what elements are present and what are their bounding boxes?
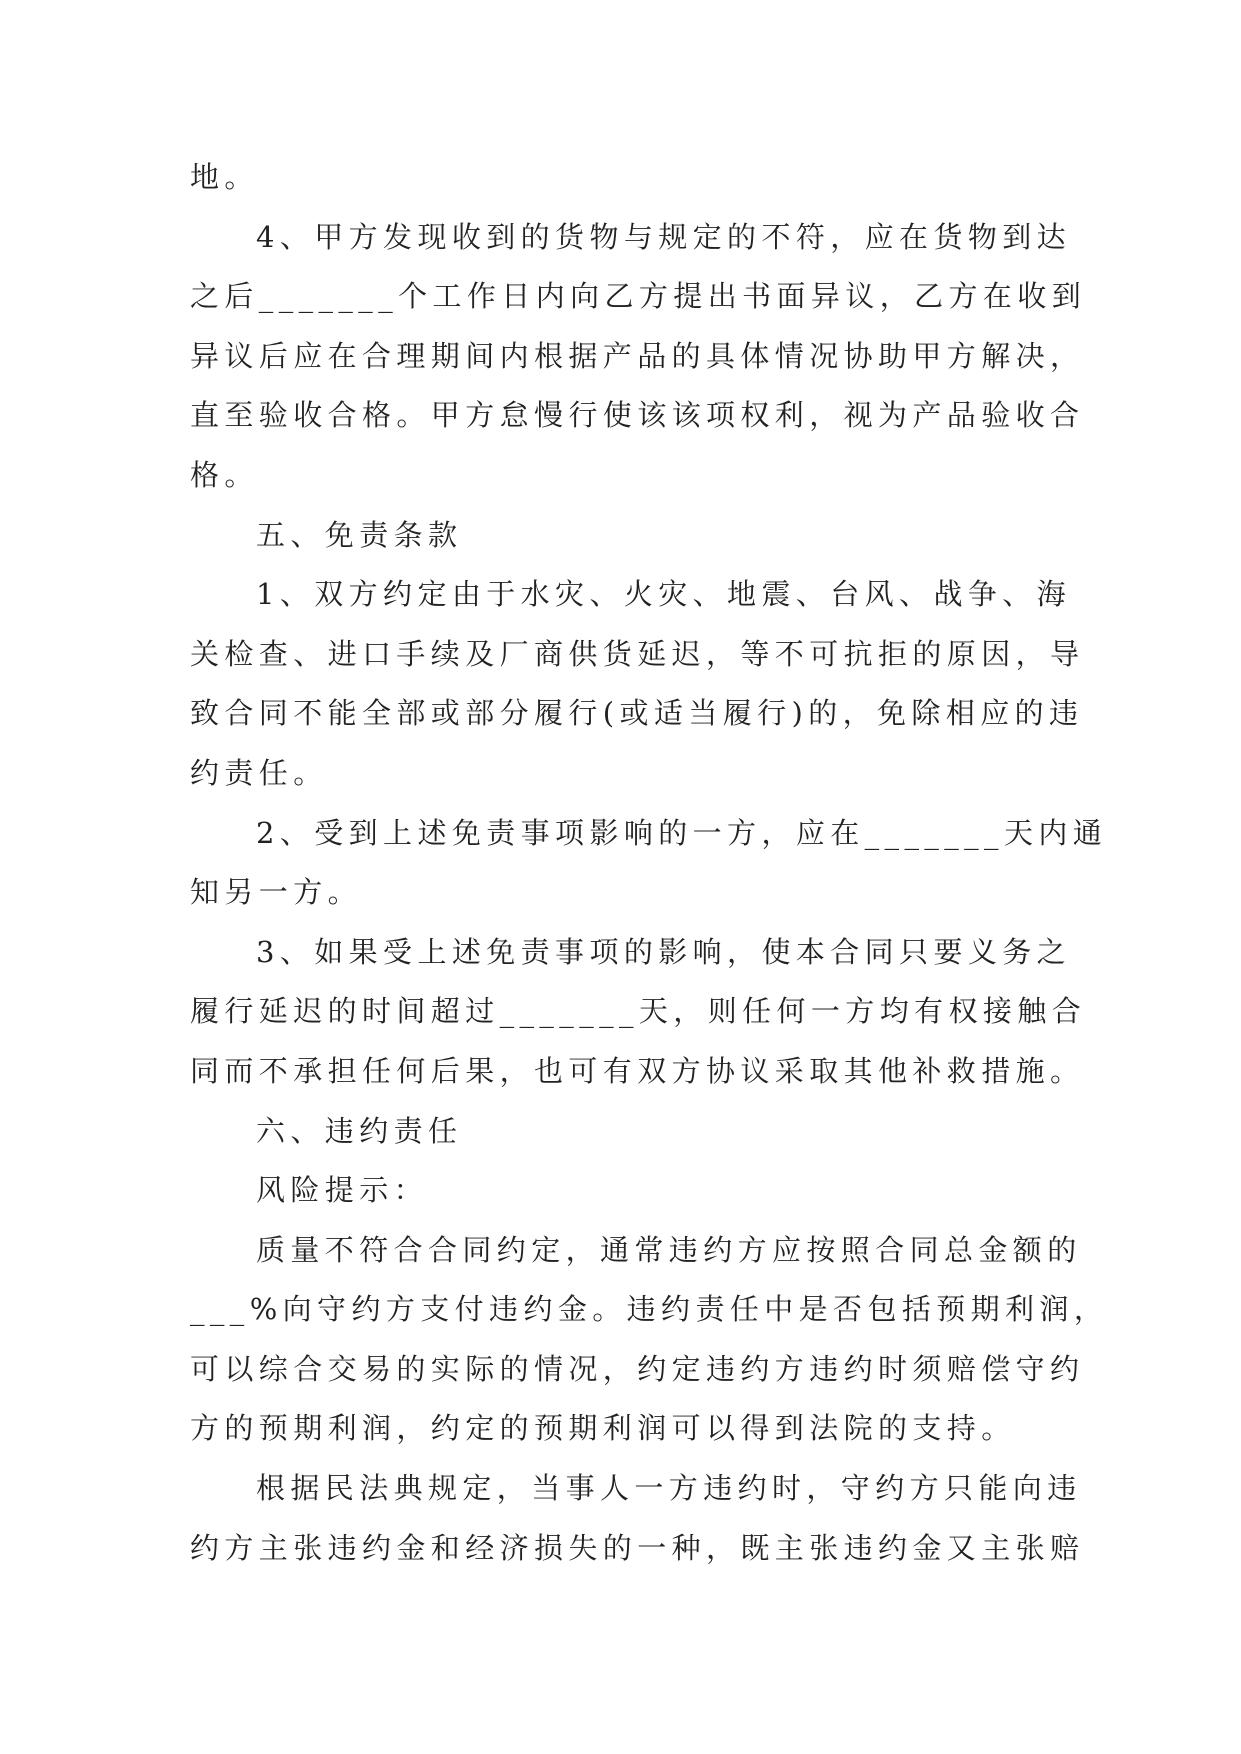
- risk-tip-label: 风险提示：: [256, 1173, 429, 1208]
- text-line: 关检查、进口手续及厂商供货延迟，等不可抗拒的原因，导: [190, 636, 1085, 671]
- text-line: 同而不承担任何后果，也可有双方协议采取其他补救措施。: [190, 1053, 1085, 1088]
- text-line: 履行延迟的时间超过_______天，则任何一方均有权接触合: [190, 994, 1087, 1029]
- text-line: 方的预期利润，约定的预期利润可以得到法院的支持。: [190, 1411, 1016, 1446]
- text-line: 约责任。: [190, 755, 328, 790]
- text-line: 可以综合交易的实际的情况，约定违约方违约时须赔偿守约: [190, 1351, 1085, 1386]
- text-line: 1、双方约定由于水灾、火灾、地震、台风、战争、海: [256, 577, 1072, 612]
- text-line: 根据民法典规定，当事人一方违约时，守约方只能向违: [256, 1471, 1082, 1506]
- text-line: 直至验收合格。甲方怠慢行使该该项权利，视为产品验收合: [190, 398, 1085, 433]
- text-line: 质量不符合合同约定，通常违约方应按照合同总金额的: [256, 1232, 1082, 1267]
- text-line: 致合同不能全部或部分履行(或适当履行)的，免除相应的违: [190, 696, 1084, 731]
- text-line: 格。: [190, 457, 259, 492]
- text-line: 异议后应在合理期间内根据产品的具体情况协助甲方解决，: [190, 338, 1085, 373]
- text-line: 之后_______个工作日内向乙方提出书面异议，乙方在收到: [190, 279, 1087, 314]
- text-line: 地。: [190, 160, 259, 194]
- text-line: 约方主张违约金和经济损失的一种，既主张违约金又主张赔: [190, 1530, 1085, 1565]
- text-line: 2、受到上述免责事项影响的一方，应在_______天内通: [256, 815, 1108, 850]
- text-line: 4、甲方发现收到的货物与规定的不符，应在货物到达: [256, 219, 1072, 254]
- section-heading: 六、违约责任: [256, 1113, 463, 1148]
- text-line: 知另一方。: [190, 875, 363, 910]
- text-line: 3、如果受上述免责事项的影响，使本合同只要义务之: [256, 934, 1072, 969]
- text-line: ___%向守约方支付违约金。违约责任中是否包括预期利润，: [190, 1292, 1109, 1327]
- section-heading: 五、免责条款: [256, 517, 463, 552]
- document-page: [190, 148, 1109, 1578]
